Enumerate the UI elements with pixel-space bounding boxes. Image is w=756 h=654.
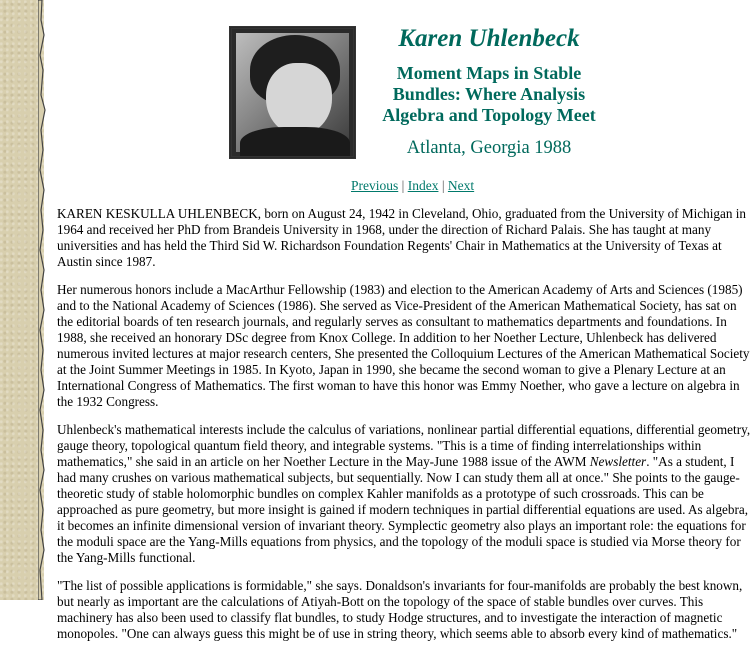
lecture-title: Moment Maps in Stable Bundles: Where Analysis Algebra and Topology Meet	[382, 63, 596, 125]
lecture-location: Atlanta, Georgia 1988	[406, 138, 572, 158]
bio-paragraph: "The list of possible applications is formidable," she says. Donaldson's invariants for four-manifolds are probably the best known, but nearly as important are the calculations of Atiyah-Bott on the topology of the space of stable bundles over curves. This machinery has also been used to classify flat bundles, to study Hodge structures, and to investigate the interaction of magnetic monopoles. "One can always guess this might be of use in string theory, which seems able to absorb every kind of mathematics."	[57, 578, 743, 641]
index-link[interactable]: Index	[407, 178, 439, 193]
next-link[interactable]: Next	[447, 178, 475, 193]
newsletter-title: Newsletter	[589, 454, 647, 469]
nav-separator: |	[441, 178, 445, 193]
torn-edge-icon	[38, 0, 50, 600]
bio-paragraph	[57, 422, 753, 566]
bio-paragraph: KAREN KESKULLA UHLENBECK, born on August 24, 1942 in Cleveland, Ohio, graduated from the University of Michigan in 1964 and received her PhD from Brandeis University in 1968, under the direction of Richard Palais. She has taught at many universities and has held the Third Sid W. Richardson Foundation Regents' Chair in Mathematics at the University of Texas at Austin since 1987.	[57, 206, 746, 269]
biography-content	[57, 206, 753, 654]
torn-paper-border	[0, 0, 44, 600]
page-header	[229, 26, 629, 166]
previous-link[interactable]: Previous	[351, 178, 399, 193]
page-navigation	[351, 178, 474, 194]
portrait-image	[229, 26, 356, 159]
nav-separator: |	[401, 178, 405, 193]
title-block	[369, 26, 609, 159]
page-title: Karen Uhlenbeck	[398, 25, 580, 52]
bio-paragraph: Her numerous honors include a MacArthur Fellowship (1983) and election to the American Academy of Arts and Sciences (1985) and to the National Academy of Sciences (1986). She served as Vice-President of the American Mathematical Society, has sat on the editorial boards of ten research journals, and regularly serves as consultant to mathematics departments and foundations. In 1988, she received an honorary DSc degree from Knox College. In addition to her Noether Lecture, Uhlenbeck has delivered numerous invited lectures at major research centers, She presented the Colloquium Lectures of the American Mathematical Society at the Joint Summer Meetings in 1985. In Kyoto, Japan in 1990, she became the second woman to give a Plenary Lecture at an International Congress of Mathematics. The first woman to have this honor was Emmy Noether, who gave a lecture on algebra in the 1932 Congress.	[57, 282, 750, 409]
paragraph-text: Uhlenbeck's mathematical interests include the calculus of variations, nonlinear partial differential equations, differential geometry, gauge theory, topological quantum field theory, and integrable systems. "This is a time of finding interrelationships within mathematics," she said in an article on her Noether Lecture in the May-June 1988 issue of the AWM	[57, 422, 751, 469]
paragraph-text: . "As a student, I had many crushes on various mathematical subjects, but sequentially. Now I can study them all at once." She points to the gauge-theoretic study of stable holomorphic bundles on complex Kahler manifolds as a prototype of such crossroads. This can be approached as pure geometry, but more insight is gained if modern techniques in partial differential equations are used. As algebra, it becomes an infinite dimensional version of invariant theory. Symplectic geometry also plays an important role: the equations for the moduli space are the Yang-Mills equations from physics, and the topology of the moduli space is studied via Morse theory for the Yang-Mills functional.	[57, 454, 749, 565]
